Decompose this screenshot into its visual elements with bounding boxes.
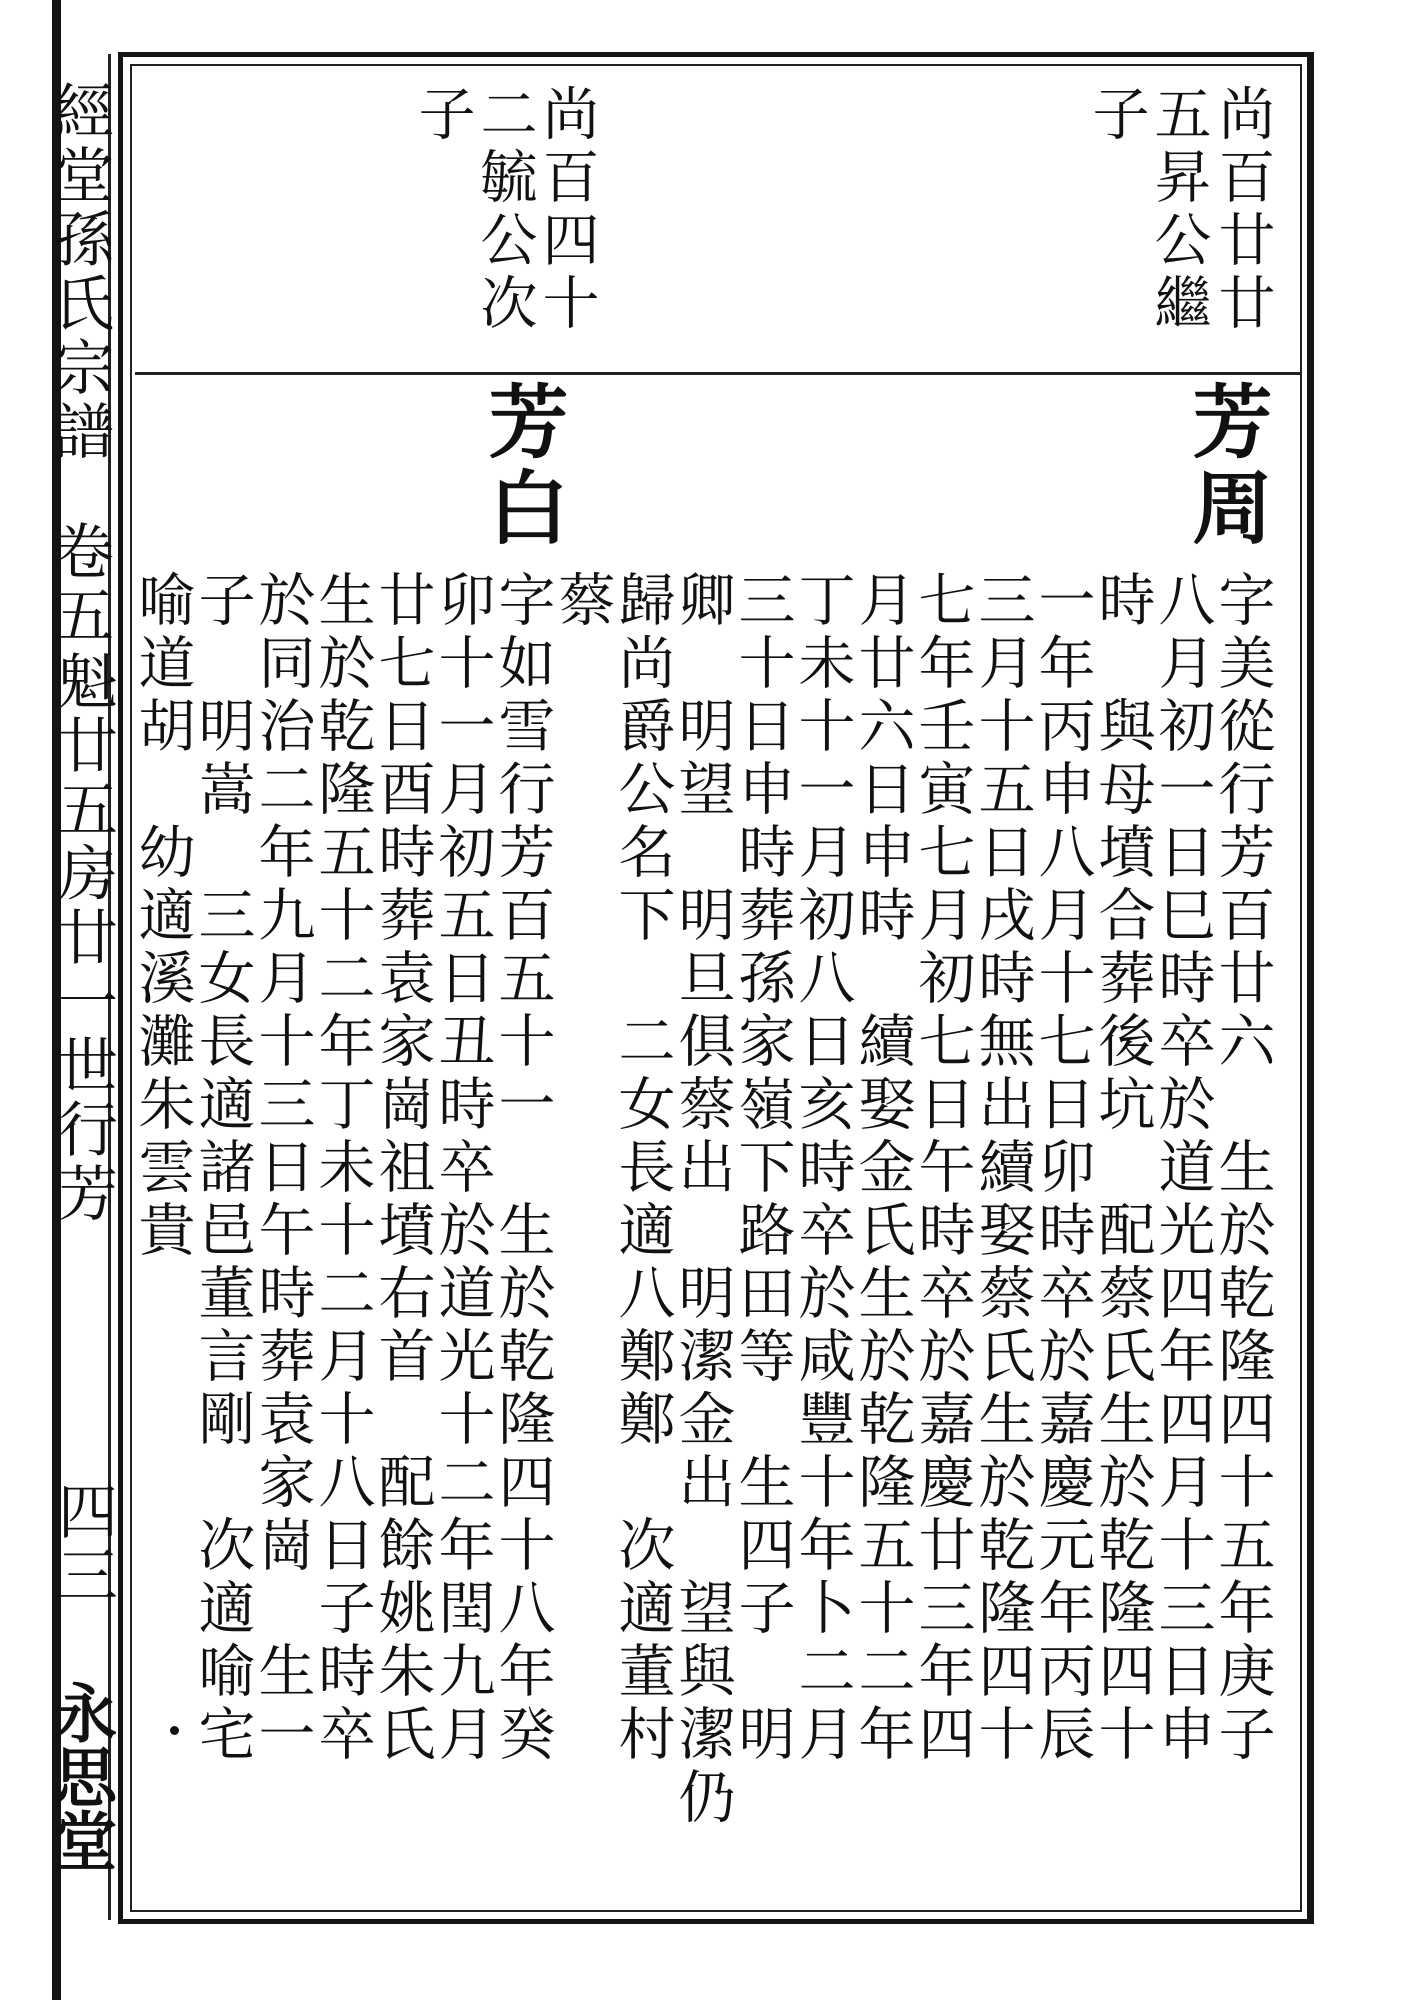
register-divider <box>135 372 1302 375</box>
entry-line: 三十日申時葬孫家嶺下路田等 生四子 明 <box>729 570 795 1767</box>
section-label: 魁廿五房廿一世行芳 <box>48 650 118 1226</box>
volume-label: 卷五 <box>44 520 114 648</box>
entry-line: 生於乾隆五十二年丁未十二月十八日子時卒 <box>309 570 375 1767</box>
entry-line: 子 明嵩 三女長適諸邑董言剛 次適喻宅 <box>189 570 255 1767</box>
entry-line: 月廿六日申時 續娶金氏生於乾隆五十二年 <box>849 570 915 1767</box>
book-title: 經堂孫氏宗譜 <box>44 80 114 464</box>
entry-line: 時 與母墳合葬後坑 配蔡氏生於乾隆四十 <box>1089 570 1155 1767</box>
entry-line: 七年壬寅七月初七日午時卒於嘉慶廿三年四 <box>909 570 975 1767</box>
entry-line: 字如雪行芳百五十一 生於乾隆四十八年癸 <box>489 570 555 1767</box>
entry-line: 廿七日酉時葬袁家崗祖墳右首 配餘姚朱氏 <box>369 570 435 1767</box>
entry-name: 芳白 <box>475 380 569 552</box>
entry-line: 一年丙申八月十七日卯時卒於嘉慶元年丙辰 <box>1029 570 1095 1767</box>
entry-line: 歸尚爵公名下 二女長適八鄭鄭 次適董村 <box>609 570 675 1767</box>
upper-col-3: 子 <box>1083 84 1149 147</box>
entry-line: 喻道胡 幼適溪灘朱雲貴 <box>129 570 195 1263</box>
hall-name: 永思堂 <box>42 1680 117 1872</box>
entry-line: 卯十一月初五日丑時卒於道光十二年閏九月 <box>429 570 495 1767</box>
entry-name: 芳周 <box>1179 380 1273 552</box>
entry-line: 蔡 <box>549 570 615 633</box>
entry-line: 卿 明望 明旦俱蔡出 明潔金出 望與潔仍 <box>669 570 735 1830</box>
upper-col-5: 二毓公次 <box>471 84 537 336</box>
entry-line: 丁未十一月初八日亥時卒於咸豐十年卜二月 <box>789 570 855 1767</box>
entry-line: 字美從行芳百廿六 生於乾隆四十五年庚子 <box>1209 570 1275 1767</box>
upper-col-4: 尚百四十 <box>533 84 599 336</box>
upper-col-1: 尚百廿廿 <box>1209 84 1275 336</box>
ink-dot <box>170 1726 179 1735</box>
upper-col-2: 五昇公繼 <box>1145 84 1211 336</box>
page-number: 四三 <box>48 1480 118 1608</box>
entry-line: 三月十五日戌時無出續娶蔡氏生於乾隆四十 <box>969 570 1035 1767</box>
entry-line: 於同治二年九月十三日午時葬袁家崗 生一 <box>249 570 315 1767</box>
entry-line: 八月初一日巳時卒於道光四年四月十三日申 <box>1149 570 1215 1767</box>
upper-col-6: 子 <box>409 84 475 147</box>
